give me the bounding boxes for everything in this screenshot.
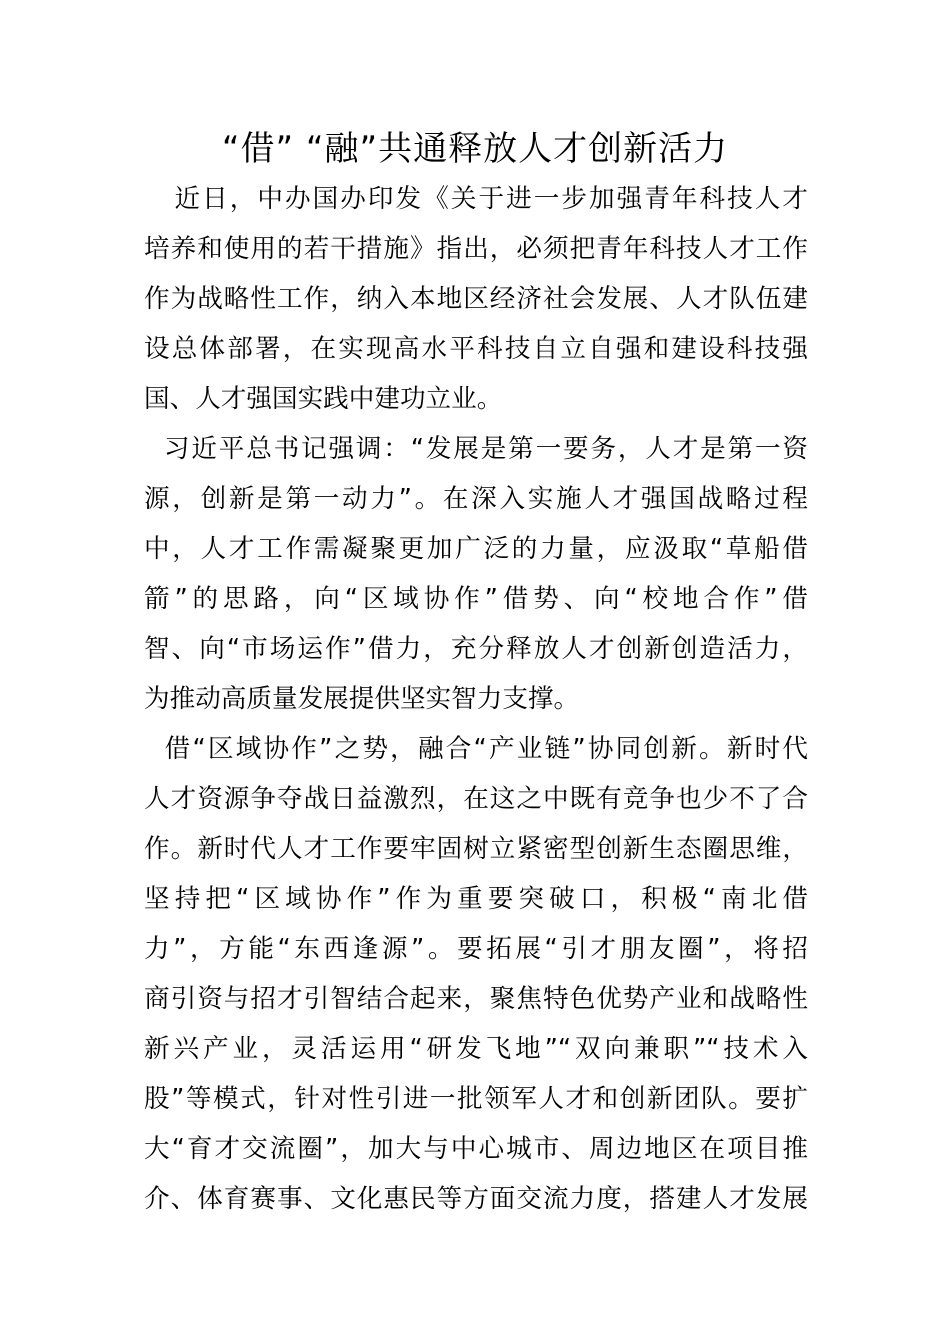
text-line: 箭”的思路，向“区域协作”借势、向“校地合作”借 [144, 584, 808, 614]
text-line: 人才资源争夺战日益激烈，在这之中既有竞争也少不了合 [144, 784, 808, 814]
text-line: 培养和使用的若干措施》指出，必须把青年科技人才工作 [144, 234, 808, 264]
text-line: 国、人才强国实践中建功立业。 [144, 384, 503, 414]
text-line: 习近平总书记强调：“发展是第一要务，人才是第一资 [144, 434, 808, 464]
text-line: 力”，方能“东西逢源”。要拓展“引才朋友圈”，将招 [144, 934, 808, 964]
text-line: 中，人才工作需凝聚更加广泛的力量，应汲取“草船借 [144, 534, 808, 564]
text-line: 商引资与招才引智结合起来，聚焦特色优势产业和战略性 [144, 984, 808, 1014]
text-line: 大“育才交流圈”，加大与中心城市、周边地区在项目推 [144, 1134, 808, 1164]
text-line: 设总体部署，在实现高水平科技自立自强和建设科技强 [144, 334, 808, 364]
text-line: 智、向“市场运作”借力，充分释放人才创新创造活力， [144, 634, 808, 664]
text-line: 新兴产业，灵活运用“研发飞地”“双向兼职”“技术入 [144, 1034, 808, 1064]
text-line: 源，创新是第一动力”。在深入实施人才强国战略过程 [144, 484, 808, 514]
paragraph-1 [144, 174, 808, 424]
text-line: 坚持把“区域协作”作为重要突破口，积极“南北借 [144, 884, 808, 914]
text-line: 为推动高质量发展提供坚实智力支撑。 [144, 684, 580, 714]
text-line: 借“区域协作”之势，融合“产业链”协同创新。新时代 [144, 734, 808, 764]
paragraph-3 [144, 724, 808, 1224]
text-line: 股”等模式，针对性引进一批领军人才和创新团队。要扩 [144, 1084, 808, 1114]
text-line: 近日，中办国办印发《关于进一步加强青年科技人才 [144, 184, 808, 214]
document-title: “借” “融”共通释放人才创新活力 [221, 129, 729, 169]
text-line: 作为战略性工作，纳入本地区经济社会发展、人才队伍建 [144, 284, 808, 314]
paragraph-2 [144, 424, 808, 724]
text-line: 作。新时代人才工作要牢固树立紧密型创新生态圈思维， [144, 834, 808, 864]
text-line: 介、体育赛事、文化惠民等方面交流力度，搭建人才发展 [144, 1184, 808, 1214]
